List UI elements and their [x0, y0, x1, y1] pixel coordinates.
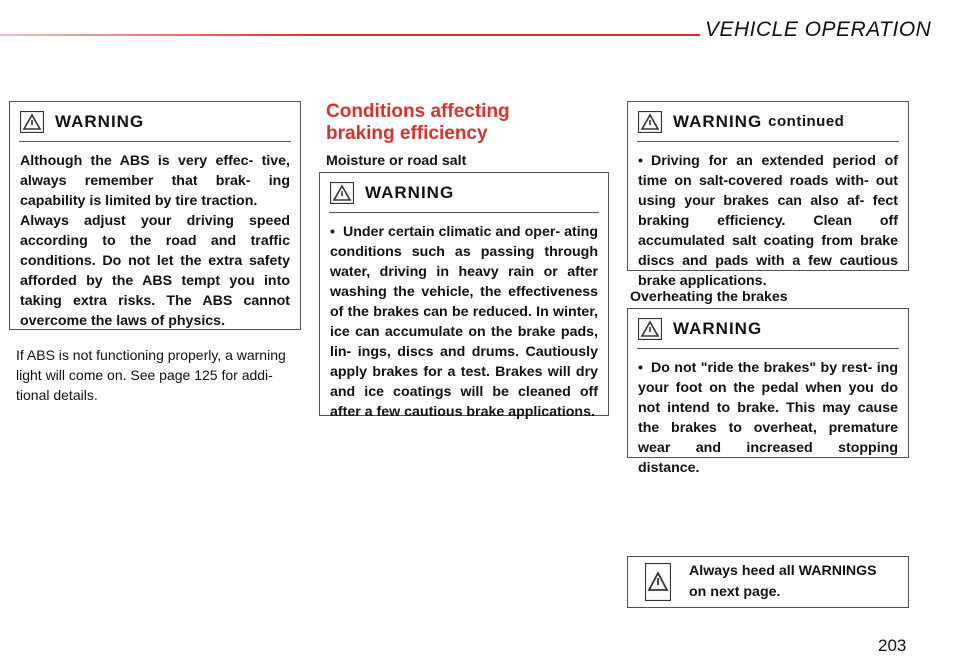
warning-title: WARNING: [365, 182, 455, 202]
warning-triangle-icon: [20, 111, 44, 133]
subheading-overheating: Overheating the brakes: [630, 289, 788, 305]
warning-title-continued: continued: [768, 113, 845, 130]
heed-text: [689, 561, 877, 603]
bullet: •: [638, 153, 643, 169]
subheading-moisture: Moisture or road salt: [326, 153, 467, 169]
warning-header: [10, 102, 300, 141]
warning-paragraph: [330, 222, 598, 422]
warning-paragraph: [638, 151, 898, 291]
warning-paragraph: [638, 358, 898, 478]
bullet: •: [638, 360, 643, 376]
warning-body: [628, 349, 908, 478]
warning-title: WARNING: [673, 111, 763, 131]
header-rule: [0, 34, 700, 36]
warning-body: [320, 213, 608, 422]
warning-text: Do not "ride the brakes" by rest- ing your foot on the pedal when you do not intend to brake. This may cause the brakes to overheat, premature wear and increased stopping distance.: [638, 360, 898, 476]
warning-header: [320, 173, 608, 212]
warning-box-salt-continued: [627, 101, 909, 289]
warning-box-abs: [9, 101, 301, 330]
warning-header: [628, 102, 908, 141]
warning-title: WARNING: [673, 318, 763, 338]
page-number: 203: [878, 636, 907, 655]
warning-text: Under certain climatic and oper- ating conditions such as passing through water, driving in heavy rain or after washing the vehicle, the effectiveness of the brakes can be reduced. In winter, ice can accumulate on the brake pads, lin- ings, discs and drums. Cautiously apply brakes for a test. Brakes will dry and ice coatings will be cleaned off after a few cautious brake applications.: [330, 224, 598, 420]
warning-box-moisture: [319, 172, 609, 420]
heed-line: on next page.: [689, 584, 781, 600]
page-header-title: VEHICLE OPERATION: [705, 18, 932, 41]
warning-header: [628, 309, 908, 348]
heed-warnings-box: [627, 556, 909, 608]
warning-box-overheating: [627, 308, 909, 476]
warning-triangle-icon: [638, 111, 662, 133]
warning-triangle-icon: [645, 563, 671, 601]
warning-triangle-icon: [330, 182, 354, 204]
warning-title: WARNING: [55, 111, 145, 131]
warning-body: [10, 142, 300, 331]
warning-text: Driving for an extended period of time on salt-covered roads with- out using your brakes can also af- fect braking efficiency. Clean off accumulated salt coating from brake discs and pads with a few cautious brake applications.: [638, 153, 898, 289]
heed-line: Always heed all WARNINGS: [689, 563, 877, 579]
bullet: •: [330, 224, 335, 240]
warning-body: [628, 142, 908, 291]
warning-paragraph: Always adjust your driving speed according to the road and traffic conditions. Do not let the extra safety afforded by the ABS tempt you into taking extra risks. The ABS cannot overcome the laws of physics.: [20, 213, 290, 329]
warning-triangle-icon: [638, 318, 662, 340]
warning-paragraph: Although the ABS is very effec- tive, always remember that brak- ing capability is limited by tire traction.: [20, 153, 290, 209]
section-title: Conditions affecting braking efficiency: [326, 101, 510, 144]
abs-body-text: If ABS is not functioning properly, a warning light will come on. See page 125 for addi- tional details.: [16, 347, 286, 403]
